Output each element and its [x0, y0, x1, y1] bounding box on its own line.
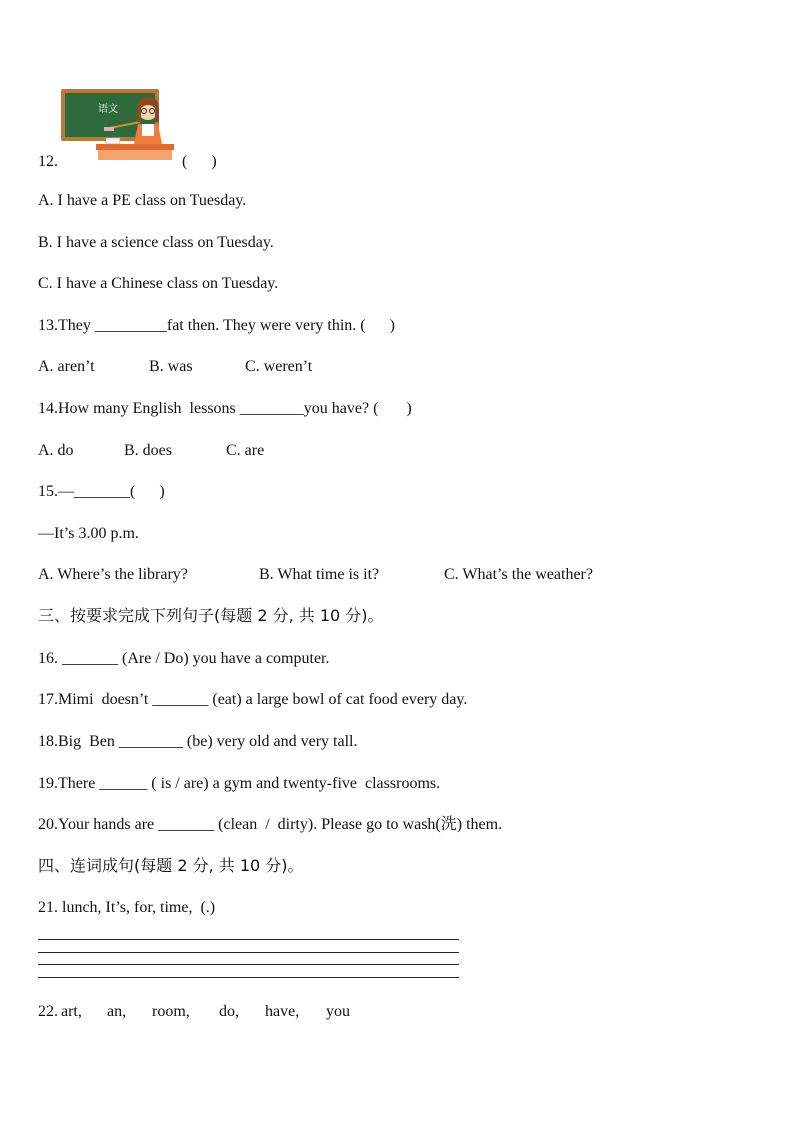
question-22-word: an, [107, 1003, 127, 1020]
section-3-heading: 三、按要求完成下列句子(每题 2 分, 共 10 分)。 [38, 606, 384, 625]
question-12-option-c: C. I have a Chinese class on Tuesday. [38, 275, 279, 292]
blackboard-text: 语文 [98, 104, 118, 115]
question-13-option-a: A. aren’t [38, 358, 95, 375]
question-14-option-a: A. do [38, 442, 74, 459]
question-16: 16. _______ (Are / Do) you have a computer. [38, 650, 330, 667]
question-13-option-b: B. was [149, 358, 193, 375]
question-19: 19.There ______ ( is / are) a gym and twenty-five classrooms. [38, 775, 441, 792]
question-17: 17.Mimi doesn’t _______ (eat) a large bowl of cat food every day. [38, 691, 468, 708]
question-18: 18.Big Ben ________ (be) very old and very tall. [38, 733, 358, 750]
question-12-number: 12. [38, 153, 58, 170]
question-13-option-c: C. weren’t [245, 358, 313, 375]
question-15-option-c: C. What’s the weather? [444, 566, 593, 583]
question-22-number: 22. [38, 1003, 58, 1020]
question-22-word: you [326, 1003, 350, 1020]
question-20: 20.Your hands are _______ (clean / dirty). Please go to wash(洗) them. [38, 816, 503, 833]
teacher-blackboard-illustration [60, 88, 176, 162]
question-15-reply: —It’s 3.00 p.m. [38, 525, 139, 542]
question-21: 21. lunch, It’s, for, time, (.) [38, 899, 216, 916]
answer-line-3 [38, 964, 459, 965]
question-14-stem: 14.How many English lessons ________you have? ( ) [38, 400, 412, 417]
question-22-word: have, [265, 1003, 300, 1020]
question-15-option-a: A. Where’s the library? [38, 566, 188, 583]
question-12-option-b: B. I have a science class on Tuesday. [38, 234, 274, 251]
question-22-word: do, [219, 1003, 239, 1020]
question-13-stem: 13.They _________fat then. They were very thin. ( ) [38, 317, 395, 334]
question-14-option-c: C. are [226, 442, 265, 459]
answer-line-1 [38, 939, 459, 940]
question-22-word: room, [152, 1003, 190, 1020]
question-22-word: art, [61, 1003, 82, 1020]
question-14-option-b: B. does [124, 442, 172, 459]
question-12-answer-paren: ( ) [182, 153, 217, 170]
answer-line-2 [38, 952, 459, 953]
question-15-option-b: B. What time is it? [259, 566, 380, 583]
answer-line-4 [38, 977, 459, 978]
question-12-option-a: A. I have a PE class on Tuesday. [38, 192, 247, 209]
section-4-heading: 四、连词成句(每题 2 分, 共 10 分)。 [38, 856, 304, 875]
question-15-stem: 15.—_______( ) [38, 483, 165, 500]
